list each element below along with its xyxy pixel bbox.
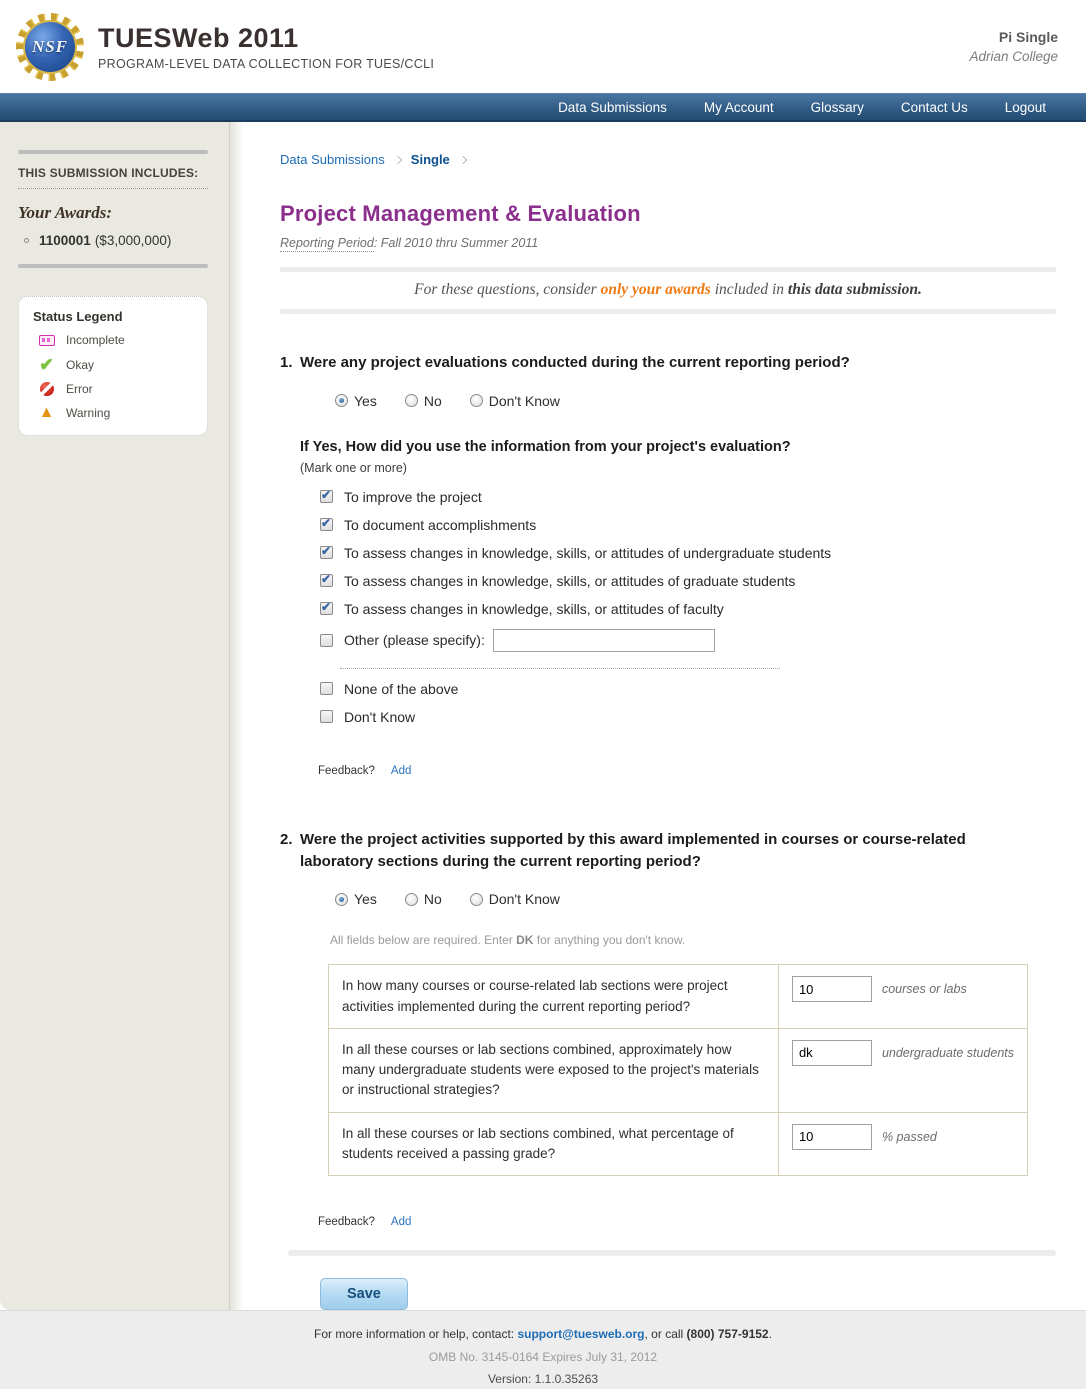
legend-item-error	[33, 382, 197, 396]
q1-checkbox-list	[320, 489, 1056, 725]
footer-contact-line	[0, 1327, 1086, 1341]
nav-glossary[interactable]: Glossary	[810, 99, 864, 115]
table-row	[329, 1028, 1028, 1112]
unit-label: courses or labs	[881, 982, 967, 997]
table-answer-cell	[778, 1112, 1027, 1176]
sidebar	[0, 122, 230, 1310]
checkbox-label[interactable]: Other (please specify):	[344, 632, 485, 649]
legend-label: Incomplete	[66, 333, 125, 347]
breadcrumb-data-submissions[interactable]: Data Submissions	[280, 152, 385, 167]
radio-q1-dont-know[interactable]	[470, 394, 483, 407]
radio-q1-yes[interactable]	[335, 394, 348, 407]
reporting-period	[280, 236, 1056, 250]
reporting-period-value: : Fall 2010 thru Summer 2011	[373, 236, 539, 250]
nsf-logo-text: NSF	[31, 36, 69, 56]
radio-label[interactable]: Yes	[354, 392, 377, 409]
percent-passed-input[interactable]	[792, 1124, 872, 1150]
checkbox-row-assess-graduate	[320, 573, 1056, 589]
table-answer-cell	[778, 965, 1027, 1029]
dotted-divider	[340, 668, 780, 669]
radio-q1-no[interactable]	[405, 394, 418, 407]
radio-label[interactable]: No	[423, 392, 442, 409]
checkbox-assess-graduate[interactable]	[320, 574, 333, 587]
q2-answer-table	[328, 964, 1028, 1176]
required-note	[330, 933, 1056, 947]
checkbox-label[interactable]: To improve the project	[344, 488, 482, 505]
checkbox-document-accomplishments[interactable]	[320, 518, 333, 531]
error-icon	[40, 382, 54, 396]
radio-label[interactable]: No	[423, 891, 442, 908]
user-name: Pi Single	[998, 29, 1058, 45]
legend-item-okay	[33, 356, 197, 373]
question-1-number: 1.	[280, 354, 293, 371]
nsf-logo-icon	[16, 13, 84, 81]
sidebar-divider	[18, 264, 208, 268]
support-email-link[interactable]: support@tuesweb.org	[517, 1327, 645, 1341]
legend-label: Okay	[66, 357, 95, 372]
award-list-item	[24, 233, 209, 248]
checkbox-label[interactable]: To assess changes in knowledge, skills, or attitudes of faculty	[344, 600, 724, 617]
table-question-cell: In all these courses or lab sections combined, what percentage of students received a passing grade?	[329, 1112, 779, 1176]
checkbox-row-improve-project	[320, 489, 1056, 505]
checkbox-row-none-of-the-above	[320, 681, 1056, 697]
user-organization: Adrian College	[969, 49, 1058, 64]
breadcrumb-single: Single	[410, 152, 450, 167]
footer-version-line: Version: 1.1.0.35263	[487, 1372, 599, 1386]
bullet-icon	[24, 238, 29, 243]
submission-includes-heading: THIS SUBMISSION INCLUDES:	[18, 166, 208, 189]
question-2	[280, 829, 1040, 873]
undergraduate-students-input[interactable]	[792, 1040, 872, 1066]
page-footer	[0, 1311, 1086, 1389]
app-title: TUESWeb 2011	[98, 22, 299, 53]
feedback-label: Feedback?	[318, 1216, 375, 1228]
checkbox-dont-know[interactable]	[320, 710, 333, 723]
instruction-emphasis: this data submission.	[787, 281, 922, 298]
radio-q2-dont-know[interactable]	[470, 893, 483, 906]
sidebar-divider	[18, 150, 208, 154]
feedback-add-link[interactable]: Add	[390, 1216, 412, 1228]
main-nav	[0, 93, 1086, 122]
courses-count-input[interactable]	[792, 976, 872, 1002]
instruction-highlight: only your awards	[600, 281, 711, 298]
checkbox-row-document-accomplishments	[320, 517, 1056, 533]
radio-q2-no[interactable]	[405, 893, 418, 906]
checkbox-row-assess-undergraduate	[320, 545, 1056, 561]
nav-my-account[interactable]: My Account	[703, 99, 774, 115]
legend-label: Warning	[66, 406, 111, 420]
checkbox-label[interactable]: To assess changes in knowledge, skills, or attitudes of graduate students	[344, 572, 796, 589]
table-answer-cell	[778, 1028, 1027, 1112]
feedback-add-link[interactable]: Add	[390, 764, 412, 777]
okay-icon: ✔	[39, 355, 54, 374]
reporting-period-label: Reporting Period	[280, 236, 374, 250]
checkbox-assess-undergraduate[interactable]	[320, 546, 333, 559]
table-question-cell: In how many courses or course-related lab sections were project activities implemented during the current reporting period?	[329, 965, 779, 1029]
radio-label[interactable]: Don't Know	[488, 392, 560, 409]
checkbox-label[interactable]: None of the above	[344, 680, 459, 697]
checkbox-label[interactable]: Don't Know	[344, 708, 416, 725]
feedback-label: Feedback?	[318, 764, 375, 777]
footer-text: , or call	[644, 1327, 687, 1341]
chevron-right-icon	[394, 155, 402, 163]
table-row	[329, 965, 1028, 1029]
your-awards-heading: Your Awards:	[18, 203, 112, 222]
instruction-banner	[280, 281, 1056, 299]
legend-item-incomplete	[33, 333, 197, 347]
warning-icon: ▲	[38, 404, 55, 421]
support-phone: (800) 757-9152	[686, 1327, 769, 1341]
unit-label: undergraduate students	[881, 1045, 1014, 1060]
nsf-globe-icon	[23, 20, 77, 74]
question-2-radio-group	[335, 891, 1056, 907]
page-title: Project Management & Evaluation	[280, 201, 641, 226]
table-question-cell: In all these courses or lab sections combined, approximately how many undergraduate students were exposed to the project's materials or instructional strategies?	[329, 1028, 779, 1112]
question-2-number: 2.	[280, 830, 293, 848]
table-row	[329, 1112, 1028, 1176]
footer-text: For more information or help, contact:	[314, 1327, 518, 1341]
main-content	[230, 122, 1086, 1310]
instruction-text: included in	[710, 281, 788, 298]
question-2-text: Were the project activities supported by this award implemented in courses or course-related laboratory sections during the current reporting period?	[300, 830, 966, 870]
checkbox-row-assess-faculty	[320, 601, 1056, 617]
question-1-text: Were any project evaluations conducted during the current reporting period?	[300, 354, 850, 371]
question-1-radio-group	[335, 393, 1056, 409]
radio-label[interactable]: Don't Know	[488, 891, 560, 908]
checkbox-other[interactable]	[320, 634, 333, 647]
save-section-divider	[288, 1250, 1056, 1256]
checkbox-row-other	[320, 629, 1056, 652]
q2-feedback	[318, 1216, 1056, 1228]
nav-contact-us[interactable]: Contact Us	[900, 99, 968, 115]
checkbox-label[interactable]: To document accomplishments	[344, 516, 537, 533]
nav-data-submissions[interactable]: Data Submissions	[558, 99, 667, 115]
radio-label[interactable]: Yes	[354, 891, 377, 908]
required-note-text: All fields below are required. Enter	[330, 933, 517, 948]
save-button[interactable]: Save	[320, 1278, 408, 1310]
q1-followup-heading: If Yes, How did you use the information from your project's evaluation?	[300, 438, 791, 455]
status-legend-title: Status Legend	[33, 309, 123, 324]
q1-followup-note: (Mark one or more)	[300, 460, 407, 475]
radio-q2-yes[interactable]	[335, 893, 348, 906]
other-specify-input[interactable]	[493, 629, 715, 652]
required-note-text: for anything you don't know.	[533, 933, 686, 948]
app-subtitle: PROGRAM-LEVEL DATA COLLECTION FOR TUES/CCLI	[98, 56, 435, 71]
status-legend	[18, 296, 208, 436]
required-note-dk: DK	[516, 933, 534, 948]
legend-item-warning	[33, 405, 197, 421]
legend-label: Error	[66, 382, 93, 396]
instruction-text: For these questions, consider	[414, 281, 601, 298]
checkbox-none-of-the-above[interactable]	[320, 682, 333, 695]
section-divider	[280, 267, 1056, 272]
checkbox-label[interactable]: To assess changes in knowledge, skills, or attitudes of undergraduate students	[344, 544, 832, 561]
q1-feedback	[318, 765, 1056, 777]
checkbox-row-dont-know	[320, 709, 1056, 725]
checkbox-assess-faculty[interactable]	[320, 602, 333, 615]
incomplete-icon	[39, 335, 55, 346]
footer-omb-line: OMB No. 3145-0164 Expires July 31, 2012	[428, 1350, 658, 1364]
question-1	[280, 352, 1056, 374]
checkbox-improve-project[interactable]	[320, 490, 333, 503]
section-divider	[280, 309, 1056, 314]
nav-logout[interactable]: Logout	[1004, 99, 1046, 115]
unit-label: % passed	[881, 1129, 937, 1144]
breadcrumb	[280, 152, 1056, 167]
app-header	[0, 0, 1086, 93]
chevron-right-icon	[459, 155, 467, 163]
award-amount: ($3,000,000)	[94, 233, 172, 248]
footer-text: .	[768, 1327, 772, 1341]
award-number: 1100001	[39, 233, 91, 248]
